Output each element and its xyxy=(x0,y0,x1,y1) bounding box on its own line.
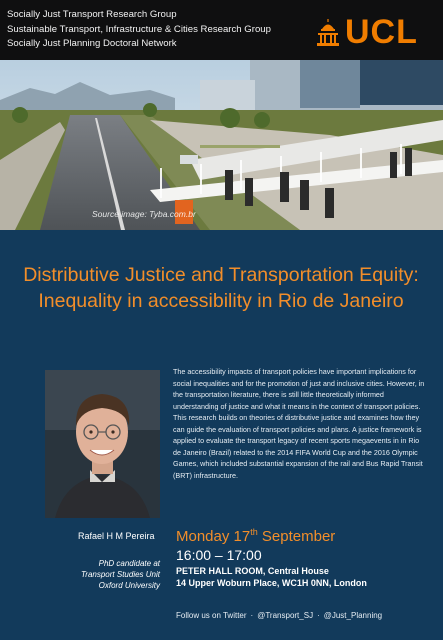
header-bar xyxy=(0,0,443,60)
twitter-handle-transport[interactable]: @Transport_SJ xyxy=(257,611,314,620)
date-month: September xyxy=(257,528,336,545)
event-location xyxy=(176,566,367,589)
date-suffix: th xyxy=(250,527,258,537)
group-line-1: Socially Just Transport Research Group xyxy=(7,9,177,20)
talk-abstract: The accessibility impacts of transport policies have important implications for social inequalities and for the promotion of just and inclusive cities. However, in the transportation literature, there is still little theoretically informed understanding of justice and what it means in the context of transport policies. This research builds on theories of distributive justice and examines how they can guide the evaluation of transport policies and plans. A justice framework is applied to evaluate the transport legacy of recent sports megaevents in in Rio de Janeiro (Brazil) related to the 2014 FIFA World Cup and the 2016 Olympic Games, which included substantial expansion of the rail and Bus Rapid Transit (BRT) infrastructure. xyxy=(173,367,425,480)
group-line-3: Socially Just Planning Doctoral Network xyxy=(7,38,177,49)
rio-transport-photo xyxy=(0,60,443,230)
group-line-2: Sustainable Transport, Infrastructure & Cities Research Group xyxy=(7,23,271,35)
event-time: 16:00 – 17:00 xyxy=(176,547,262,563)
separator-dot: · xyxy=(317,611,320,620)
speaker-name: Rafael H M Pereira xyxy=(78,531,155,541)
event-room: PETER HALL ROOM, Central House xyxy=(176,566,329,576)
speaker-photo xyxy=(45,370,160,518)
speaker-portrait xyxy=(45,370,160,518)
twitter-handle-planning[interactable]: @Just_Planning xyxy=(323,611,383,620)
ucl-logo xyxy=(317,12,435,52)
photo-credit: Source image: Tyba.com.br xyxy=(92,209,196,219)
ucl-dome-icon xyxy=(317,18,339,46)
affiliation-line-3: Oxford University xyxy=(98,581,160,590)
ucl-wordmark: UCL xyxy=(345,13,418,51)
affiliation-line-1: PhD candidate at xyxy=(98,559,160,568)
talk-title: Distributive Justice and Transportation Equity: Inequality in accessibility in Rio de Janeiro xyxy=(23,264,419,312)
speaker-affiliation xyxy=(60,558,160,591)
event-date xyxy=(176,527,335,545)
photo-illustration xyxy=(0,60,443,230)
affiliation-line-2: Transport Studies Unit xyxy=(81,570,160,579)
event-address: 14 Upper Woburn Place, WC1H 0NN, London xyxy=(176,577,367,588)
separator-dot: · xyxy=(250,611,254,620)
date-day: Monday 17 xyxy=(176,528,251,545)
research-groups xyxy=(7,8,271,52)
twitter-footer xyxy=(176,611,382,620)
twitter-label: Follow us on Twitter xyxy=(176,611,247,620)
